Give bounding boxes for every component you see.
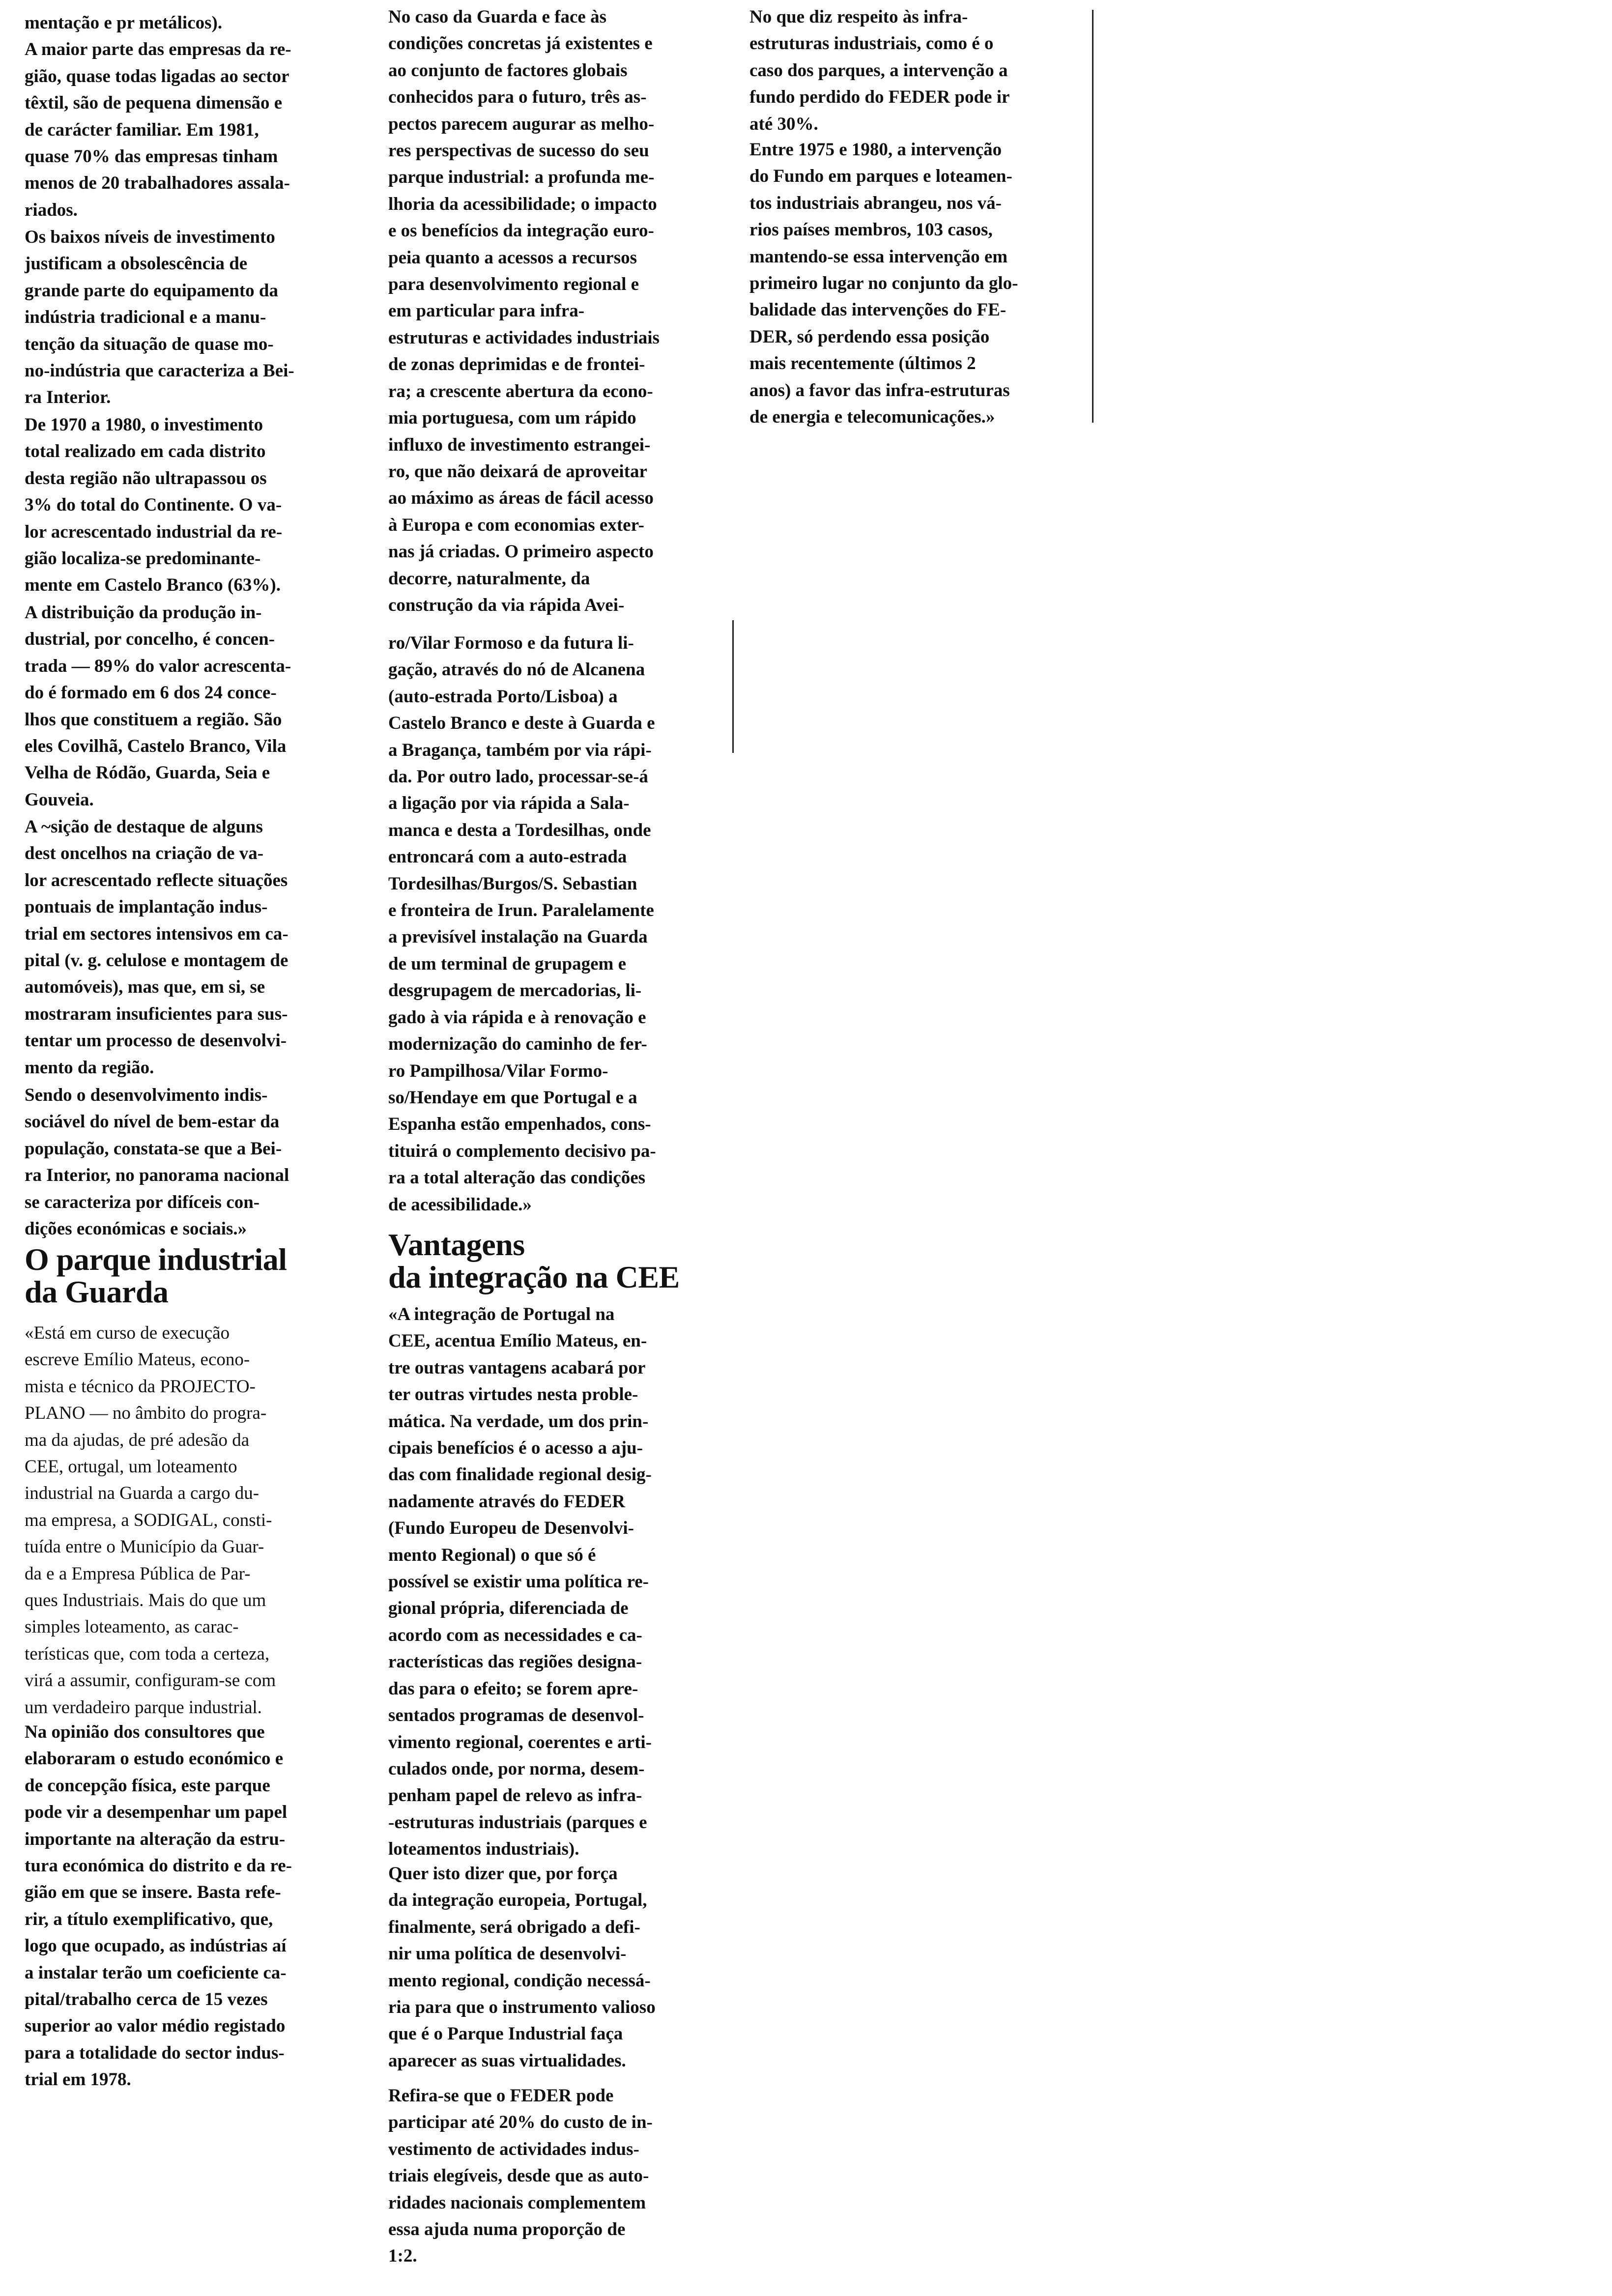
paragraph: Na opinião dos consultores que elaboraram o estudo económico e de concepção física, este parque pode vir a desempenhar um papel importante na alteração da estru- tura económica do distrito e da re- gião em que se insere. Basta refe- rir, a título exemplificativo, que, logo que ocupado, as indústrias aí a instalar terão um coeficiente ca- pital/trabalho cerca de 15 vezes superior ao valor médio registado para a totalidade do sector indus- trial em 1978. xyxy=(25,1722,292,2090)
paragraph: De 1970 a 1980, o investimento total realizado em cada distrito desta região não ultrapassou os 3% do total do Continente. O va- lor acrescentado industrial da re- gião localiza-se predominante- mente em Castelo Branco (63%). xyxy=(25,415,283,596)
column-divider xyxy=(1092,10,1094,423)
paragraph: mentação e pr metálicos). A maior parte das empresas da re- gião, quase todas ligadas ao sector têxtil, são de pequena dimensão e de carácter familiar. Em 1981, quase 70% das empresas tinham menos de 20 trabalhadores assala- riados. xyxy=(25,13,291,220)
paragraph: Quer isto dizer que, por força da integração europeia, Portugal, finalmente, será obrigado a defi- nir uma política de desenvolvi- mento regional, condição necessá- ria para que o instrumento valioso que é o Parque Industrial faça aparecer as suas virtualidades. xyxy=(388,1864,656,2071)
paragraph: No caso da Guarda e face às condições concretas já existentes e ao conjunto de factores globais conhecidos para o futuro, três as- pectos parecem augurar as melho- res perspectivas de sucesso do seu parque industrial: a profunda me- lhoria da acessibilidade; o impacto e os benefícios da integração euro- peia quanto a acessos a recursos para desenvolvimento regional e em particular para infra- estruturas e actividades industriais de zonas deprimidas e de frontei- ra; a crescente abertura da econo- mia portuguesa, com um rápido influxo de investimento estrangei- ro, que não deixará de aproveitar ao máximo as áreas de fácil acesso à Europa e com economias exter- nas já criadas. O primeiro aspecto decorre, naturalmente, da construção da via rápida Avei- xyxy=(388,7,660,615)
paragraph: «A integração de Portugal na CEE, acentua Emílio Mateus, en- tre outras vantagens acabará por ter outras virtudes nesta proble- mática. Na verdade, um dos prin- cipais benefícios é o acesso a aju- das com finalidade regional desig- nadamente através do FEDER (Fundo Europeu de Desenvolvi- mento Regional) o que só é possível se existir uma política re- gional própria, diferenciada de acordo com as necessidades e ca- racterísticas das regiões designa- das para o efeito; se forem apre- sentados programas de desenvol- vimento regional, coerentes e arti- culados onde, por norma, desem- penham papel de relevo as infra- -estruturas industriais (parques e loteamentos industriais). xyxy=(388,1304,652,1860)
paragraph: Os baixos níveis de investimento justificam a obsolescência de grande parte do equipamento da indústria tradicional e a manu- tenção da situação de quase mo- no-indústria que caracteriza a Bei- ra Interior. xyxy=(25,227,294,408)
section-heading: Vantagens da integração na CEE xyxy=(388,1227,680,1294)
section-heading: O parque industrial da Guarda xyxy=(25,1242,287,1309)
paragraph: ro/Vilar Formoso e da futura li- gação, através do nó de Alcanena (auto-estrada Porto/Lisboa) a Castelo Branco e deste à Guarda e a Bragança, também por via rápi- da. Por outro lado, processar-se-á a ligação por via rápida a Sala- manca e desta a Tordesilhas, onde entroncará com a auto-estrada Tordesilhas/Burgos/S. Sebastian e fronteira de Irun. Paralelamente a previsível instalação na Guarda de um terminal de grupagem e desgrupagem de mercadorias, li- gado à via rápida e à renovação e modernização do caminho de fer- ro Pampilhosa/Vilar Formo- so/Hendaye em que Portugal e a Espanha estão empenhados, cons- tituirá o complemento decisivo pa- ra a total alteração das condições de acessibilidade.» xyxy=(388,633,656,1215)
paragraph: Refira-se que o FEDER pode participar até 20% do custo de in- vestimento de actividades indus- triais elegíveis, desde que as auto- ridades nacionais complementem essa ajuda numa proporção de 1:2. xyxy=(388,2086,653,2267)
paragraph: «Está em curso de execução escreve Emílio Mateus, econo- mista e técnico da PROJECTO- PLANO — no âmbito do progra- ma da ajudas, de pré adesão da CEE, ortugal, um loteamento industrial na Guarda a cargo du- ma empresa, a SODIGAL, consti- tuída entre o Município da Guar- da e a Empresa Pública de Par- ques Industriais. Mais do que um simples loteamento, as carac- terísticas que, com toda a certeza, virá a assumir, configuram-se com um verdadeiro parque industrial. xyxy=(25,1323,276,1718)
column-divider xyxy=(732,620,734,753)
paragraph: A distribuição da produção in- dustrial, por concelho, é concen- trada — 89% do valor acrescenta- do é formado em 6 dos 24 conce- lhos que constituem a região. São eles Covilhã, Castelo Branco, Vila Velha de Ródão, Guarda, Seia e Gouveia. xyxy=(25,603,291,810)
paragraph: Sendo o desenvolvimento indis- sociável do nível de bem-estar da população, constata-se que a Bei- ra Interior, no panorama nacional se caracteriza por difíceis con- dições económicas e sociais.» xyxy=(25,1085,289,1239)
paragraph: No que diz respeito às infra- estruturas industriais, como é o caso dos parques, a intervenção a fundo perdido do FEDER pode ir até 30%. xyxy=(749,7,1010,134)
paragraph: Entre 1975 e 1980, a intervenção do Fundo em parques e loteamen- tos industriais abrangeu, nos vá- rios países membros, 103 casos, mantendo-se essa intervenção em primeiro lugar no conjunto da glo- balidade das intervenções do FE- DER, só perdendo essa posição mais recentemente (últimos 2 anos) a favor das infra-estruturas de energia e telecomunicações.» xyxy=(749,140,1018,428)
paragraph: A ~sição de destaque de alguns dest oncelhos na criação de va- lor acrescentado reflecte situações pontuais de implantação indus- trial em sectores intensivos em ca- pital (v. g. celulose e montagem de automóveis), mas que, em si, se mostraram insuficientes para sus- tentar um processo de desenvolvi- mento da região. xyxy=(25,817,288,1078)
